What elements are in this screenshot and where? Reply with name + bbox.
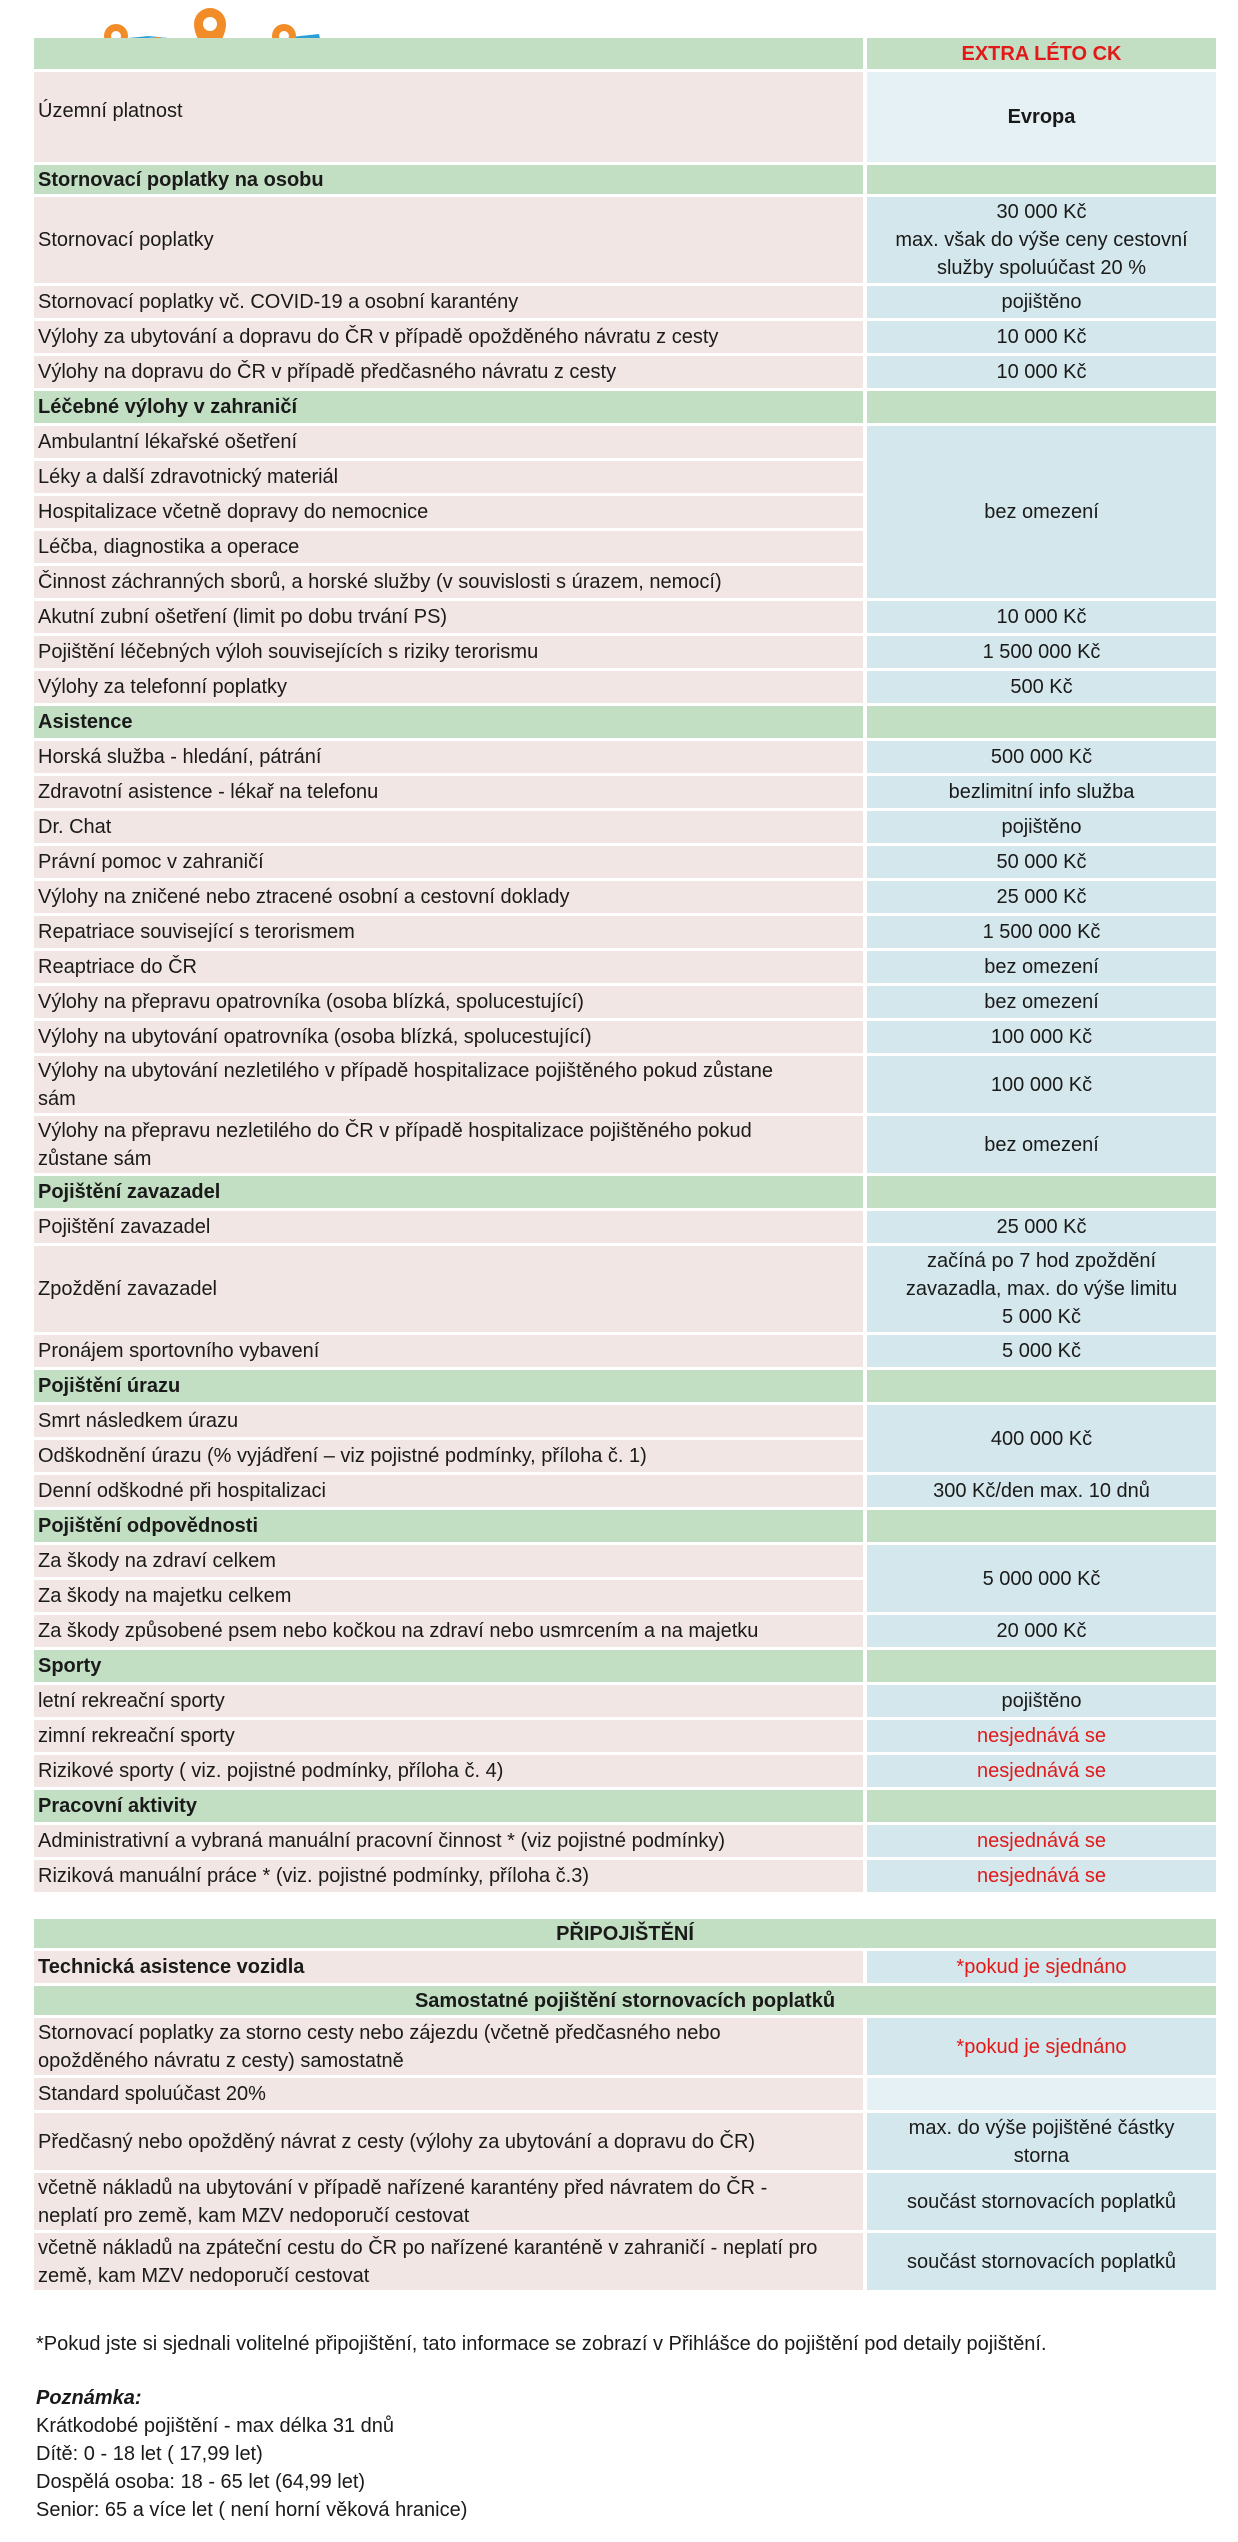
table-row: Denní odškodné při hospitalizaci 300 Kč/den max. 10 dnů xyxy=(34,1475,1216,1510)
table-row: Ambulantní lékařské ošetření bez omezení xyxy=(34,426,1216,461)
table-row: Horská služba - hledání, pátrání 500 000 Kč xyxy=(34,741,1216,776)
table-row: Hospitalizace včetně dopravy do nemocnice xyxy=(34,496,1216,531)
table-row: Dr. Chat pojištěno xyxy=(34,811,1216,846)
note-block xyxy=(36,2384,467,2524)
note-heading: Poznámka: xyxy=(36,2387,142,2409)
table-row: Výlohy na přepravu opatrovníka (osoba blízká, spolucestující) bez omezení xyxy=(34,986,1216,1021)
section-header: Pracovní aktivity xyxy=(34,1790,1216,1825)
table-row: Stornovací poplatky 30 000 Kč max. však do výše ceny cestovní služby spoluúčast 20 % xyxy=(34,197,1216,286)
note-line: Dítě: 0 - 18 let ( 17,99 let) xyxy=(36,2443,263,2465)
table-row: Rizikové sporty ( viz. pojistné podmínky, příloha č. 4) nesjednává se xyxy=(34,1755,1216,1790)
note-line: Krátkodobé pojištění - max délka 31 dnů xyxy=(36,2415,394,2437)
table-row: Administrativní a vybraná manuální pracovní činnost * (viz pojistné podmínky) nesjednává se xyxy=(34,1825,1216,1860)
territory-value: Evropa xyxy=(867,72,1216,165)
table-row: Činnost záchranných sborů, a horské služby (v souvislosti s úrazem, nemocí) xyxy=(34,566,1216,601)
section-header: Sporty xyxy=(34,1650,1216,1685)
table-row: Léčba, diagnostika a operace xyxy=(34,531,1216,566)
table-row: Stornovací poplatky vč. COVID-19 a osobní karantény pojištěno xyxy=(34,286,1216,321)
table-row: Výlohy na ubytování opatrovníka (osoba blízká, spolucestující) 100 000 Kč xyxy=(34,1021,1216,1056)
section-header: Pojištění úrazu xyxy=(34,1370,1216,1405)
note-line: Senior: 65 a více let ( není horní věková hranice) xyxy=(36,2499,468,2521)
table-row: Standard spoluúčast 20% xyxy=(34,2078,1216,2113)
table-row: Smrt následkem úrazu 400 000 Kč xyxy=(34,1405,1216,1440)
section-header: Pojištění zavazadel xyxy=(34,1176,1216,1211)
table-row: Výlohy na dopravu do ČR v případě předčasného návratu z cesty 10 000 Kč xyxy=(34,356,1216,391)
table-row: Pojištění zavazadel 25 000 Kč xyxy=(34,1211,1216,1246)
table-row: Výlohy za ubytování a dopravu do ČR v případě opožděného návratu z cesty 10 000 Kč xyxy=(34,321,1216,356)
addons-title-row: PŘIPOJIŠTĚNÍ xyxy=(34,1919,1216,1951)
table-row: Výlohy za telefonní poplatky 500 Kč xyxy=(34,671,1216,706)
product-name: EXTRA LÉTO CK xyxy=(867,38,1216,72)
table-row: Technická asistence vozidla *pokud je sjednáno xyxy=(34,1951,1216,1986)
addons-subtitle-row: Samostatné pojištění stornovacích poplatků xyxy=(34,1986,1216,2018)
table-row: včetně nákladů na zpáteční cestu do ČR po nařízené karanténě v zahraničí - neplatí pro země, kam MZV nedoporučí cestovat součást stornovacích poplatků xyxy=(34,2233,1216,2293)
table-row: Reaptriace do ČR bez omezení xyxy=(34,951,1216,986)
table-row: Výlohy na přepravu nezletilého do ČR v případě hospitalizace pojištěného pokud zůstane sám bez omezení xyxy=(34,1116,1216,1176)
table-row: Výlohy na zničené nebo ztracené osobní a cestovní doklady 25 000 Kč xyxy=(34,881,1216,916)
table-row: Předčasný nebo opožděný návrat z cesty (výlohy za ubytování a dopravu do ČR) max. do výše pojištěné částky storna xyxy=(34,2113,1216,2173)
table-row: Stornovací poplatky za storno cesty nebo zájezdu (včetně předčasného nebo opožděného návratu z cesty) samostatně *pokud je sjednáno xyxy=(34,2018,1216,2078)
product-header-row xyxy=(34,38,1216,72)
footnote: *Pokud jste si sjednali volitelné připojištění, tato informace se zobrazí v Přihlášce do pojištění pod detaily pojištění. xyxy=(36,2333,1047,2355)
table-row: Akutní zubní ošetření (limit po dobu trvání PS) 10 000 Kč xyxy=(34,601,1216,636)
section-header: Pojištění odpovědnosti xyxy=(34,1510,1216,1545)
table-row: Zpoždění zavazadel začíná po 7 hod zpoždění zavazadla, max. do výše limitu 5 000 Kč xyxy=(34,1246,1216,1335)
coverage-table xyxy=(34,38,1216,1895)
section-header: Asistence xyxy=(34,706,1216,741)
table-row: zimní rekreační sporty nesjednává se xyxy=(34,1720,1216,1755)
table-row: Riziková manuální práce * (viz. pojistné podmínky, příloha č.3) nesjednává se xyxy=(34,1860,1216,1895)
table-row: Zdravotní asistence - lékař na telefonu bezlimitní info služba xyxy=(34,776,1216,811)
table-row: Právní pomoc v zahraničí 50 000 Kč xyxy=(34,846,1216,881)
table-row: Odškodnění úrazu (% vyjádření – viz pojistné podmínky, příloha č. 1) xyxy=(34,1440,1216,1475)
table-row: Repatriace související s terorismem 1 500 000 Kč xyxy=(34,916,1216,951)
section-header: Stornovací poplatky na osobu xyxy=(34,165,1216,197)
table-row: Výlohy na ubytování nezletilého v případě hospitalizace pojištěného pokud zůstane sám 100 000 Kč xyxy=(34,1056,1216,1116)
table-row: Pojištění léčebných výloh souvisejících s riziky terorismu 1 500 000 Kč xyxy=(34,636,1216,671)
table-row: Za škody na zdraví celkem 5 000 000 Kč xyxy=(34,1545,1216,1580)
coverage-table-wrapper xyxy=(34,38,1216,2293)
territory-label: Územní platnost xyxy=(34,72,867,165)
table-row: Za škody na majetku celkem xyxy=(34,1580,1216,1615)
note-line: Dospělá osoba: 18 - 65 let (64,99 let) xyxy=(36,2471,366,2493)
table-row: letní rekreační sporty pojištěno xyxy=(34,1685,1216,1720)
table-row: včetně nákladů na ubytování v případě nařízené karantény před návratem do ČR - neplatí pro země, kam MZV nedoporučí cestovat součást stornovacích poplatků xyxy=(34,2173,1216,2233)
table-row: Za škody způsobené psem nebo kočkou na zdraví nebo usmrcením a na majetku 20 000 Kč xyxy=(34,1615,1216,1650)
addons-table xyxy=(34,1919,1216,2293)
table-row: Pronájem sportovního vybavení 5 000 Kč xyxy=(34,1335,1216,1370)
table-row: Léky a další zdravotnický materiál xyxy=(34,461,1216,496)
section-header: Léčebné výlohy v zahraničí xyxy=(34,391,1216,426)
table-row xyxy=(34,72,1216,165)
